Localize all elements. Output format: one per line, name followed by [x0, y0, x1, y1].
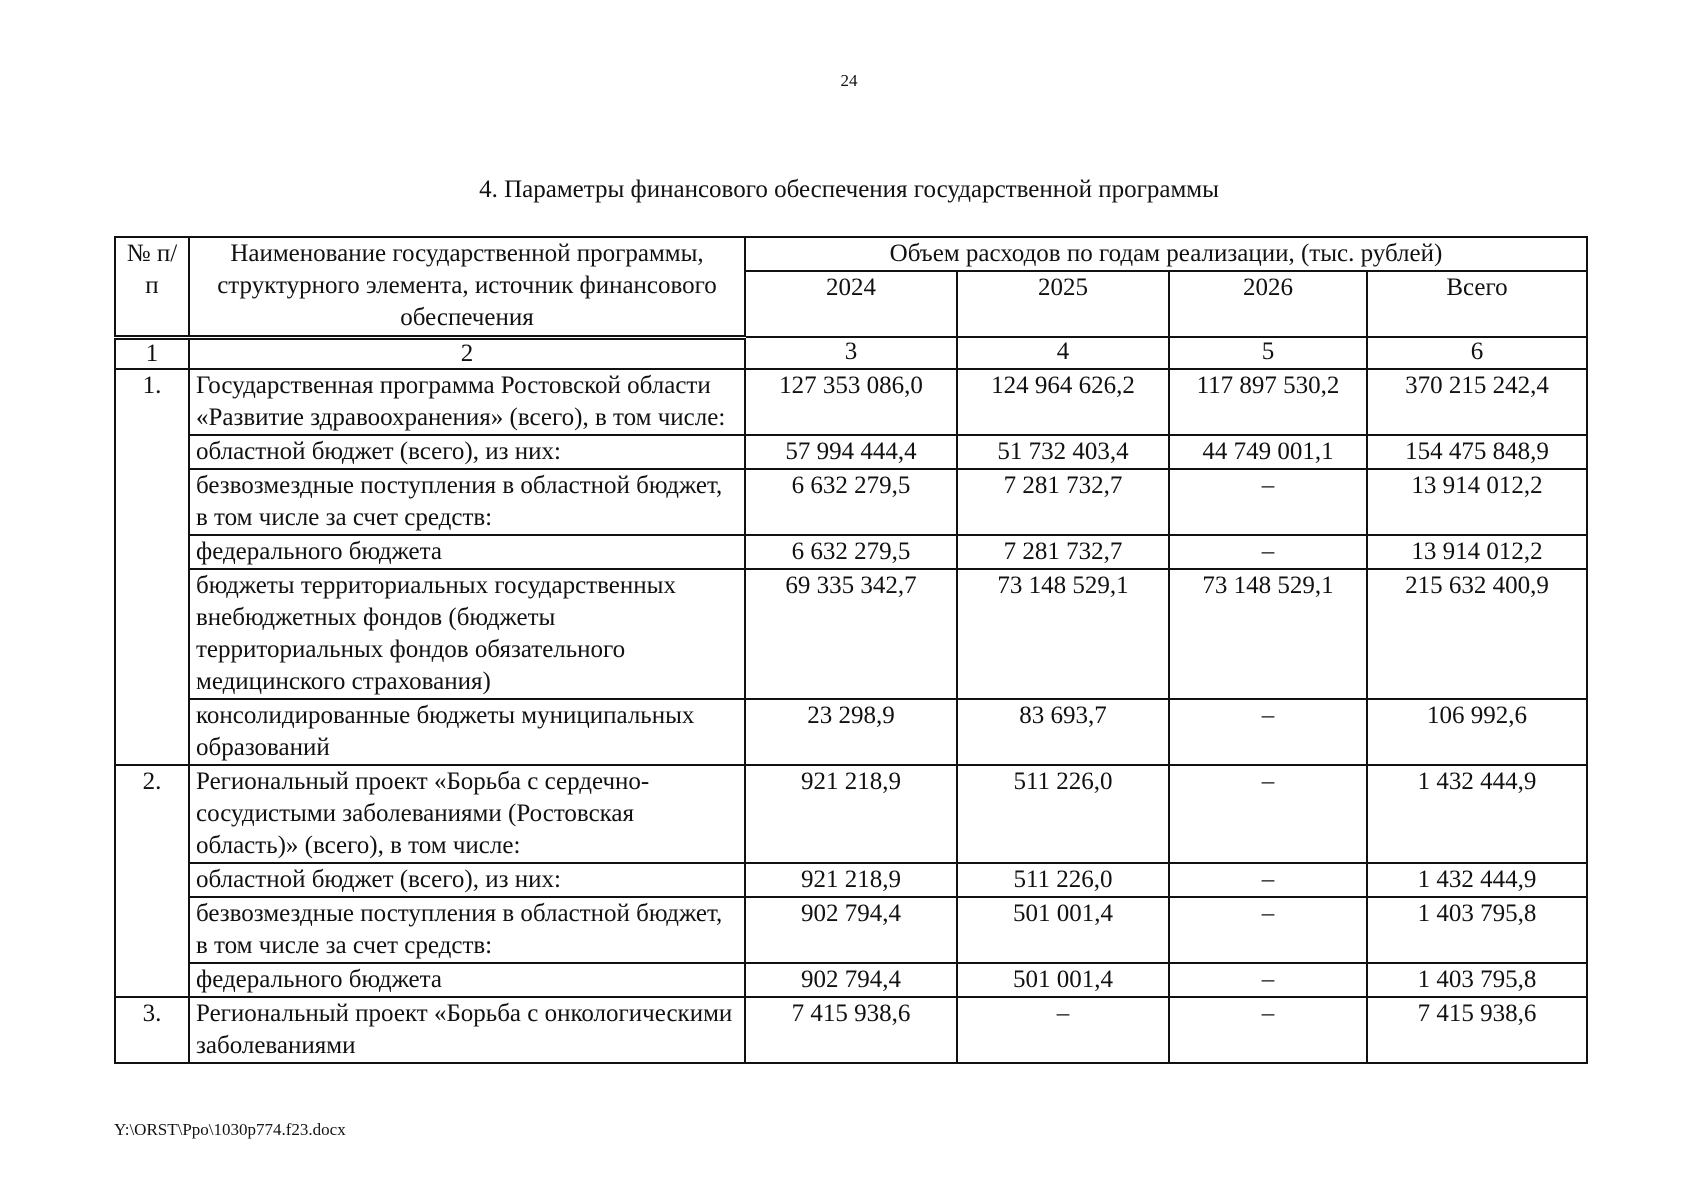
- table-row: [115, 897, 1587, 963]
- table-row: [115, 435, 1587, 469]
- value-2025: 7 281 732,7: [957, 535, 1169, 569]
- header-total: Всего: [1367, 271, 1587, 337]
- value-total: 13 914 012,2: [1367, 469, 1587, 535]
- row-name: Региональный проект «Борьба с онкологическими заболеваниями: [189, 997, 745, 1063]
- header-row-top: [115, 237, 1587, 271]
- value-2024: 902 794,4: [745, 963, 957, 997]
- value-2024: 23 298,9: [745, 699, 957, 765]
- value-2026: 44 749 001,1: [1169, 435, 1367, 469]
- column-number: 1: [115, 337, 189, 369]
- value-total: 106 992,6: [1367, 699, 1587, 765]
- value-total: 370 215 242,4: [1367, 369, 1587, 435]
- header-name: Наименование государственной программы, структурного элемента, источник финансового обеспечения: [189, 237, 745, 337]
- value-2026: –: [1169, 535, 1367, 569]
- row-name: бюджеты территориальных государственных внебюджетных фондов (бюджеты территориальных фондов обязательного медицинского страхования): [189, 569, 745, 699]
- row-name: областной бюджет (всего), из них:: [189, 863, 745, 897]
- header-year-2024: 2024: [745, 271, 957, 337]
- table-row: [115, 997, 1587, 1063]
- column-number: 3: [745, 337, 957, 369]
- value-2025: 51 732 403,4: [957, 435, 1169, 469]
- row-name: консолидированные бюджеты муниципальных образований: [189, 699, 745, 765]
- value-total: 13 914 012,2: [1367, 535, 1587, 569]
- table-row: [115, 963, 1587, 997]
- table-row: [115, 569, 1587, 699]
- value-2025: –: [957, 997, 1169, 1063]
- value-2024: 6 632 279,5: [745, 469, 957, 535]
- value-2025: 7 281 732,7: [957, 469, 1169, 535]
- value-2024: 69 335 342,7: [745, 569, 957, 699]
- value-2025: 511 226,0: [957, 863, 1169, 897]
- value-total: 1 432 444,9: [1367, 765, 1587, 863]
- header-no: № п/п: [115, 237, 189, 337]
- section-title: 4. Параметры финансового обеспечения государственной программы: [479, 176, 1219, 203]
- value-2026: 73 148 529,1: [1169, 569, 1367, 699]
- value-total: 7 415 938,6: [1367, 997, 1587, 1063]
- file-path-footer: Y:\ORST\Ppo\1030p774.f23.docx: [114, 1120, 346, 1139]
- value-2024: 7 415 938,6: [745, 997, 957, 1063]
- value-total: 1 403 795,8: [1367, 963, 1587, 997]
- value-2024: 6 632 279,5: [745, 535, 957, 569]
- value-2025: 501 001,4: [957, 963, 1169, 997]
- header-year-2025: 2025: [957, 271, 1169, 337]
- row-index: 2.: [115, 765, 189, 997]
- value-total: 1 432 444,9: [1367, 863, 1587, 897]
- column-number: 6: [1367, 337, 1587, 369]
- row-name: Региональный проект «Борьба с сердечно-сосудистыми заболеваниями (Ростовская область)» (всего), в том числе:: [189, 765, 745, 863]
- table-row: [115, 535, 1587, 569]
- table-row: [115, 369, 1587, 435]
- value-2025: 511 226,0: [957, 765, 1169, 863]
- row-name: федерального бюджета: [189, 963, 745, 997]
- value-2024: 57 994 444,4: [745, 435, 957, 469]
- row-name: областной бюджет (всего), из них:: [189, 435, 745, 469]
- header-volume: Объем расходов по годам реализации, (тыс. рублей): [745, 237, 1587, 271]
- value-2024: 921 218,9: [745, 863, 957, 897]
- value-2025: 501 001,4: [957, 897, 1169, 963]
- value-2024: 902 794,4: [745, 897, 957, 963]
- column-number: 5: [1169, 337, 1367, 369]
- value-2026: –: [1169, 699, 1367, 765]
- value-2026: –: [1169, 963, 1367, 997]
- value-2024: 921 218,9: [745, 765, 957, 863]
- table-row: [115, 765, 1587, 863]
- value-2026: –: [1169, 997, 1367, 1063]
- row-name: федерального бюджета: [189, 535, 745, 569]
- value-2026: –: [1169, 469, 1367, 535]
- column-number-row: [115, 337, 1587, 369]
- row-name: безвозмездные поступления в областной бюджет, в том числе за счет средств:: [189, 469, 745, 535]
- financing-table: [114, 236, 1588, 1064]
- value-2026: 117 897 530,2: [1169, 369, 1367, 435]
- value-2025: 124 964 626,2: [957, 369, 1169, 435]
- value-2025: 83 693,7: [957, 699, 1169, 765]
- value-total: 1 403 795,8: [1367, 897, 1587, 963]
- value-2026: –: [1169, 897, 1367, 963]
- page-number: 24: [840, 71, 858, 90]
- table-row: [115, 699, 1587, 765]
- value-2026: –: [1169, 863, 1367, 897]
- row-name: безвозмездные поступления в областной бюджет, в том числе за счет средств:: [189, 897, 745, 963]
- value-2026: –: [1169, 765, 1367, 863]
- table-row: [115, 469, 1587, 535]
- row-name: Государственная программа Ростовской области «Развитие здравоохранения» (всего), в том числе:: [189, 369, 745, 435]
- value-2024: 127 353 086,0: [745, 369, 957, 435]
- header-year-2026: 2026: [1169, 271, 1367, 337]
- column-number: 4: [957, 337, 1169, 369]
- row-index: 3.: [115, 997, 189, 1063]
- value-2025: 73 148 529,1: [957, 569, 1169, 699]
- row-index: 1.: [115, 369, 189, 765]
- table-row: [115, 863, 1587, 897]
- value-total: 154 475 848,9: [1367, 435, 1587, 469]
- value-total: 215 632 400,9: [1367, 569, 1587, 699]
- column-number: 2: [189, 337, 745, 369]
